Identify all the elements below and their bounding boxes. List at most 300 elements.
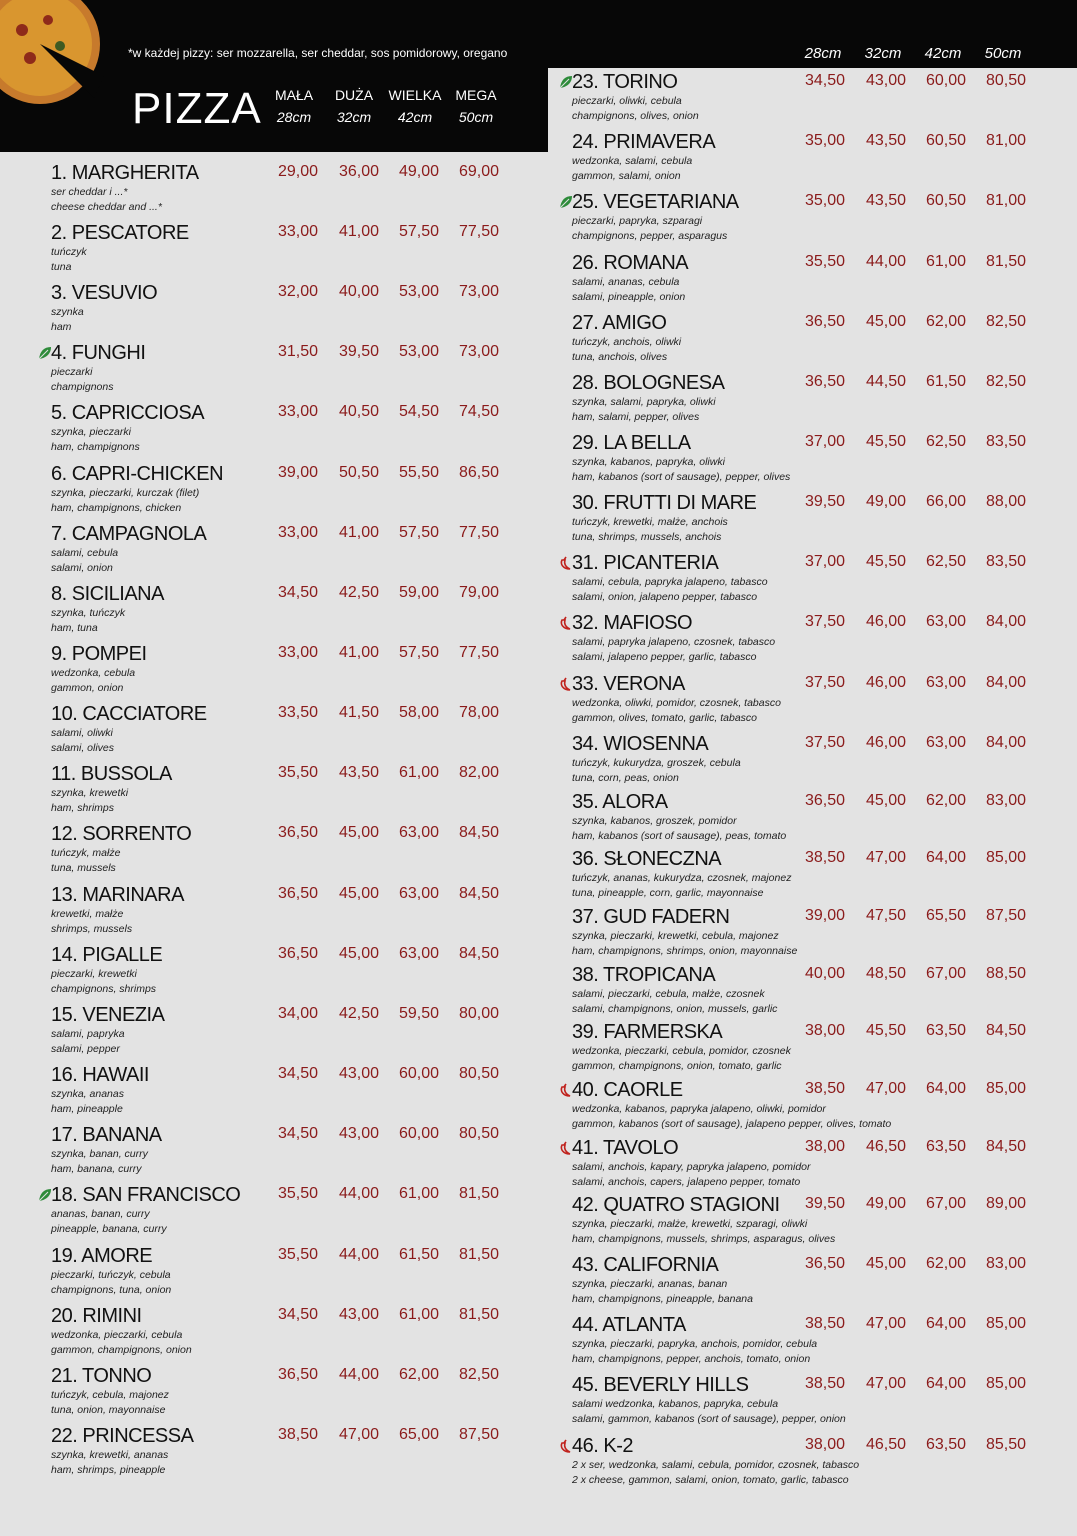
menu-item	[572, 1021, 1077, 1081]
price: 33,00	[277, 524, 319, 541]
price: 37,50	[804, 734, 846, 751]
ingredients	[51, 726, 114, 756]
price: 39,00	[804, 907, 846, 924]
ingredients-pl: wedzonka, kabanos, papryka jalapeno, oliwki, pomidor	[572, 1103, 826, 1115]
ingredients-en: 2 x cheese, gammon, salami, onion, tomato, garlic, tabasco	[572, 1474, 849, 1486]
menu-item	[51, 944, 561, 1004]
price: 64,00	[925, 1315, 967, 1332]
ingredients-pl: wedzonka, salami, cebula	[572, 155, 693, 167]
pizza-name: 36. SŁONECZNA	[572, 848, 722, 870]
price: 29,00	[277, 163, 319, 180]
ingredients-en: ham, champignons, chicken	[51, 502, 182, 514]
price: 43,00	[338, 1125, 380, 1142]
price: 47,50	[865, 907, 907, 924]
price: 84,50	[985, 1022, 1027, 1039]
price: 40,00	[338, 283, 380, 300]
price: 61,00	[398, 1306, 440, 1323]
ingredients-pl: wedzonka, pieczarki, cebula, pomidor, czosnek	[572, 1045, 791, 1057]
ingredients	[51, 185, 162, 215]
price: 81,00	[985, 132, 1027, 149]
ingredients-en: tuna, mussels	[51, 862, 116, 874]
ingredients	[572, 814, 786, 844]
ingredients-pl: krewetki, małże	[51, 908, 124, 920]
menu-item	[572, 131, 1077, 191]
price: 36,50	[804, 313, 846, 330]
pizza-header-panel	[0, 0, 548, 152]
pizza-name: 27. AMIGO	[572, 312, 667, 334]
ingredients	[51, 1207, 167, 1237]
ingredients	[51, 786, 128, 816]
ingredients-en: ham, champignons	[51, 441, 140, 453]
price: 45,50	[865, 433, 907, 450]
price: 57,50	[398, 524, 440, 541]
price: 41,00	[338, 644, 380, 661]
ingredients	[51, 846, 120, 876]
menu-item	[572, 492, 1077, 552]
price: 34,50	[804, 72, 846, 89]
price: 85,00	[985, 1375, 1027, 1392]
price: 47,00	[865, 1315, 907, 1332]
ingredients-pl: szynka, tuńczyk	[51, 607, 126, 619]
price: 84,00	[985, 734, 1027, 751]
ingredients-en: champignons	[51, 381, 114, 393]
ingredients	[51, 1268, 171, 1298]
menu-item	[572, 733, 1077, 793]
price: 81,50	[458, 1306, 500, 1323]
pizza-name: 19. AMORE	[51, 1245, 153, 1267]
pizza-name: 13. MARINARA	[51, 884, 184, 906]
ingredients-en: tuna, anchois, olives	[572, 351, 668, 363]
pizza-name: 14. PIGALLE	[51, 944, 163, 966]
ingredients-en: salami, anchois, capers, jalapeno pepper, tomato	[572, 1176, 801, 1188]
price: 65,00	[398, 1426, 440, 1443]
price: 38,50	[804, 849, 846, 866]
price: 33,00	[277, 644, 319, 661]
price: 88,50	[985, 965, 1027, 982]
price: 47,00	[865, 1080, 907, 1097]
leaf-icon	[559, 75, 573, 89]
ingredients-en: tuna	[51, 261, 72, 273]
right-size-header-50: 50cm	[984, 45, 1022, 62]
ingredients	[572, 214, 727, 244]
pizza-name: 12. SORRENTO	[51, 823, 192, 845]
price: 49,00	[865, 1195, 907, 1212]
menu-item	[51, 402, 561, 462]
menu-item	[572, 1194, 1077, 1254]
price: 31,50	[277, 343, 319, 360]
ingredients-pl: szynka, pieczarki, kurczak (filet)	[51, 487, 200, 499]
pizza-name: 42. QUATRO STAGIONI	[572, 1194, 780, 1216]
ingredients-pl: wedzonka, pieczarki, cebula	[51, 1329, 183, 1341]
ingredients-pl: tuńczyk, krewetki, małże, anchois	[572, 516, 728, 528]
ingredients-en: ham, salami, pepper, olives	[572, 411, 700, 423]
ingredients	[572, 1277, 753, 1307]
price: 47,00	[338, 1426, 380, 1443]
chili-pepper-icon	[559, 677, 573, 691]
pizza-name: 32. MAFIOSO	[572, 612, 693, 634]
price: 63,00	[398, 885, 440, 902]
price: 54,50	[398, 403, 440, 420]
price: 46,00	[865, 734, 907, 751]
price: 63,00	[925, 734, 967, 751]
price: 67,00	[925, 965, 967, 982]
price: 67,00	[925, 1195, 967, 1212]
price: 63,00	[925, 613, 967, 630]
ingredients-pl: szynka	[51, 306, 84, 318]
chili-pepper-icon	[559, 1141, 573, 1155]
ingredients-en: tuna, shrimps, mussels, anchois	[572, 531, 722, 543]
price: 35,50	[277, 764, 319, 781]
ingredients-pl: szynka, pieczarki	[51, 426, 131, 438]
price: 62,50	[925, 553, 967, 570]
price: 89,00	[985, 1195, 1027, 1212]
ingredients-en: cheese cheddar and ...*	[51, 201, 162, 213]
leaf-icon	[559, 195, 573, 209]
ingredients	[572, 154, 692, 184]
ingredients	[51, 967, 156, 997]
price: 36,50	[277, 945, 319, 962]
chili-pepper-icon	[559, 1439, 573, 1453]
price: 41,50	[338, 704, 380, 721]
ingredients-pl: szynka, banan, curry	[51, 1148, 148, 1160]
price: 43,50	[865, 192, 907, 209]
price: 46,50	[865, 1436, 907, 1453]
price: 45,00	[338, 885, 380, 902]
ingredients	[572, 756, 741, 786]
price: 34,50	[277, 1125, 319, 1142]
pizza-name: 8. SICILIANA	[51, 583, 164, 605]
price: 60,50	[925, 132, 967, 149]
menu-item	[572, 432, 1077, 492]
price: 53,00	[398, 283, 440, 300]
ingredients	[51, 365, 113, 395]
pizza-name: 2. PESCATORE	[51, 222, 189, 244]
ingredients-en: gammon, champignons, onion, tomato, garlic	[572, 1060, 782, 1072]
ingredients	[572, 696, 781, 726]
price: 50,50	[338, 464, 380, 481]
price: 42,50	[338, 584, 380, 601]
ingredients	[51, 907, 132, 937]
price: 82,00	[458, 764, 500, 781]
menu-item	[51, 1365, 561, 1425]
ingredients-en: champignons, pepper, asparagus	[572, 230, 728, 242]
size-name: DUŻA	[334, 87, 374, 103]
price: 80,50	[985, 72, 1027, 89]
ingredients-en: salami, jalapeno pepper, garlic, tabasco	[572, 651, 757, 663]
menu-item	[572, 612, 1077, 672]
ingredients-pl: salami, cebula	[51, 547, 119, 559]
price: 38,50	[804, 1375, 846, 1392]
menu-item	[51, 1124, 561, 1184]
pizza-name: 16. HAWAII	[51, 1064, 149, 1086]
price: 86,50	[458, 464, 500, 481]
ingredients-pl: salami, anchois, kapary, papryka jalapeno, pomidor	[572, 1161, 811, 1173]
price: 66,00	[925, 493, 967, 510]
price: 55,50	[398, 464, 440, 481]
price: 77,50	[458, 524, 500, 541]
price: 80,50	[458, 1125, 500, 1142]
ingredients-en: ham, shrimps, pineapple	[51, 1464, 166, 1476]
ingredients	[572, 575, 768, 605]
price: 60,00	[398, 1065, 440, 1082]
ingredients-pl: szynka, pieczarki, małże, krewetki, szparagi, oliwki	[572, 1218, 808, 1230]
ingredients-en: ham, kabanos (sort of sausage), pepper, olives	[572, 471, 791, 483]
ingredients-pl: pieczarki, oliwki, cebula	[572, 95, 682, 107]
price: 73,00	[458, 343, 500, 360]
price: 82,50	[985, 313, 1027, 330]
pizza-name: 28. BOLOGNESA	[572, 372, 725, 394]
price: 45,00	[865, 1255, 907, 1272]
pizza-slice-icon	[0, 0, 104, 108]
ingredients	[51, 486, 199, 516]
ingredients-pl: salami, oliwki	[51, 727, 113, 739]
pizza-name: 21. TONNO	[51, 1365, 152, 1387]
price: 63,50	[925, 1022, 967, 1039]
pizza-name: 18. SAN FRANCISCO	[51, 1184, 241, 1206]
ingredients-en: ham, kabanos (sort of sausage), peas, tomato	[572, 830, 787, 842]
ingredients-pl: tuńczyk, kukurydza, groszek, cebula	[572, 757, 741, 769]
chili-pepper-icon	[559, 556, 573, 570]
price: 49,00	[865, 493, 907, 510]
price: 40,00	[804, 965, 846, 982]
price: 63,00	[398, 945, 440, 962]
ingredients-en: champignons, tuna, onion	[51, 1284, 172, 1296]
menu-item	[51, 1004, 561, 1064]
menu-item	[51, 763, 561, 823]
price: 33,00	[277, 223, 319, 240]
ingredients	[572, 987, 777, 1017]
price: 34,00	[277, 1005, 319, 1022]
price: 81,50	[985, 253, 1027, 270]
ingredients-pl: salami, pieczarki, cebula, małże, czosnek	[572, 988, 765, 1000]
menu-item	[51, 583, 561, 643]
ingredients	[572, 1102, 891, 1132]
ingredients	[572, 515, 728, 545]
ingredients	[51, 1087, 124, 1117]
ingredients-en: ham, champignons, mussels, shrimps, asparagus, olives	[572, 1233, 836, 1245]
menu-item	[572, 372, 1077, 432]
right-size-header-28: 28cm	[804, 45, 842, 62]
price: 33,00	[277, 403, 319, 420]
price: 36,50	[277, 885, 319, 902]
ingredients-en: ham, shrimps	[51, 802, 115, 814]
price: 39,00	[277, 464, 319, 481]
ingredients-pl: salami, papryka	[51, 1028, 125, 1040]
chili-pepper-icon	[559, 616, 573, 630]
price: 44,00	[865, 253, 907, 270]
menu-item	[572, 552, 1077, 612]
price: 87,50	[985, 907, 1027, 924]
price: 57,50	[398, 644, 440, 661]
price: 43,50	[338, 764, 380, 781]
price: 37,00	[804, 553, 846, 570]
ingredients	[572, 871, 791, 901]
ingredients	[51, 546, 118, 576]
menu-item	[572, 906, 1077, 966]
price: 35,50	[277, 1185, 319, 1202]
pizza-name: 33. VERONA	[572, 673, 685, 695]
ingredients-en: tuna, pineapple, corn, garlic, mayonnaise	[572, 887, 764, 899]
ingredients-pl: salami, cebula, papryka jalapeno, tabasco	[572, 576, 768, 588]
price: 42,50	[338, 1005, 380, 1022]
price: 79,00	[458, 584, 500, 601]
ingredients-en: ham, pineapple	[51, 1103, 123, 1115]
menu-item	[51, 463, 561, 523]
price: 59,00	[398, 584, 440, 601]
ingredients	[572, 635, 775, 665]
price: 84,50	[985, 1138, 1027, 1155]
menu-item	[572, 673, 1077, 733]
price: 47,00	[865, 1375, 907, 1392]
price: 47,00	[865, 849, 907, 866]
pizza-name: 5. CAPRICCIOSA	[51, 402, 205, 424]
menu-item	[572, 1374, 1077, 1434]
ingredients	[572, 275, 685, 305]
ingredients	[572, 94, 699, 124]
ingredients-pl: szynka, krewetki, ananas	[51, 1449, 169, 1461]
size-header-large	[380, 84, 450, 128]
pizza-name: 39. FARMERSKA	[572, 1021, 723, 1043]
price: 77,50	[458, 223, 500, 240]
pizza-name: 24. PRIMAVERA	[572, 131, 716, 153]
menu-item	[572, 964, 1077, 1024]
ingredients-en: ham, champignons, pepper, anchois, tomato, onion	[572, 1353, 811, 1365]
ingredients	[51, 1388, 169, 1418]
ingredients-pl: szynka, pieczarki, papryka, anchois, pomidor, cebula	[572, 1338, 818, 1350]
price: 38,00	[804, 1138, 846, 1155]
ingredients-pl: tuńczyk, małże	[51, 847, 121, 859]
price: 43,50	[865, 132, 907, 149]
price: 39,50	[338, 343, 380, 360]
size-name: MEGA	[455, 87, 497, 103]
pizza-name: 29. LA BELLA	[572, 432, 691, 454]
price: 81,50	[458, 1185, 500, 1202]
menu-item	[51, 162, 561, 222]
price: 61,00	[398, 764, 440, 781]
price: 45,50	[865, 553, 907, 570]
price: 63,00	[398, 824, 440, 841]
price: 33,50	[277, 704, 319, 721]
price: 38,50	[804, 1080, 846, 1097]
price: 41,00	[338, 223, 380, 240]
price: 69,00	[458, 163, 500, 180]
ingredients-en: gammon, salami, onion	[572, 170, 681, 182]
price: 84,50	[458, 945, 500, 962]
price: 45,00	[338, 824, 380, 841]
price: 39,50	[804, 1195, 846, 1212]
ingredients-en: pineapple, banana, curry	[51, 1223, 167, 1235]
pizza-name: 20. RIMINI	[51, 1305, 142, 1327]
pizza-name: 6. CAPRI-CHICKEN	[51, 463, 224, 485]
price: 35,00	[804, 192, 846, 209]
ingredients-en: salami, onion	[51, 562, 113, 574]
price: 60,00	[398, 1125, 440, 1142]
pizza-name: 45. BEVERLY HILLS	[572, 1374, 749, 1396]
ingredients-pl: tuńczyk	[51, 246, 87, 258]
menu-item	[572, 1079, 1077, 1139]
menu-item	[51, 1064, 561, 1124]
price: 85,50	[985, 1436, 1027, 1453]
price: 46,00	[865, 613, 907, 630]
price: 44,00	[338, 1246, 380, 1263]
price: 78,00	[458, 704, 500, 721]
price: 41,00	[338, 524, 380, 541]
size-header-medium	[319, 84, 389, 128]
ingredients-pl: wedzonka, oliwki, pomidor, czosnek, tabasco	[572, 697, 781, 709]
ingredients-pl: szynka, kabanos, papryka, oliwki	[572, 456, 725, 468]
price: 38,50	[804, 1315, 846, 1332]
price: 85,00	[985, 1080, 1027, 1097]
ingredients-pl: ananas, banan, curry	[51, 1208, 150, 1220]
price: 84,50	[458, 824, 500, 841]
ingredients-pl: 2 x ser, wedzonka, salami, cebula, pomidor, czosnek, tabasco	[572, 1459, 860, 1471]
price: 64,00	[925, 1080, 967, 1097]
menu-item	[51, 884, 561, 944]
price: 45,00	[865, 792, 907, 809]
price: 62,00	[925, 792, 967, 809]
price: 36,00	[338, 163, 380, 180]
ingredients	[572, 1217, 835, 1247]
pizza-name: 35. ALORA	[572, 791, 668, 813]
price: 83,00	[985, 792, 1027, 809]
price: 53,00	[398, 343, 440, 360]
ingredients-en: gammon, onion	[51, 682, 124, 694]
price: 38,00	[804, 1022, 846, 1039]
ingredients-pl: szynka, ananas	[51, 1088, 124, 1100]
price: 83,00	[985, 1255, 1027, 1272]
pizza-name: 23. TORINO	[572, 71, 678, 93]
price: 45,00	[865, 313, 907, 330]
price: 84,00	[985, 674, 1027, 691]
ingredients-en: salami, gammon, kabanos (sort of sausage), pepper, onion	[572, 1413, 846, 1425]
ingredients	[572, 1044, 791, 1074]
price: 74,50	[458, 403, 500, 420]
price: 35,50	[804, 253, 846, 270]
price: 82,50	[985, 373, 1027, 390]
menu-item	[51, 703, 561, 763]
price: 44,00	[338, 1185, 380, 1202]
menu-item	[572, 1137, 1077, 1197]
ingredients-pl: wedzonka, cebula	[51, 667, 136, 679]
menu-item	[51, 1425, 561, 1485]
price: 45,50	[865, 1022, 907, 1039]
ingredients	[51, 666, 135, 696]
ingredients-en: salami, pineapple, onion	[572, 291, 686, 303]
menu-item	[572, 848, 1077, 908]
price: 85,00	[985, 849, 1027, 866]
price: 88,00	[985, 493, 1027, 510]
price: 63,50	[925, 1138, 967, 1155]
menu-item	[51, 523, 561, 583]
price: 60,50	[925, 192, 967, 209]
price: 44,50	[865, 373, 907, 390]
ingredients-pl: salami, papryka jalapeno, czosnek, tabasco	[572, 636, 776, 648]
pizza-name: 11. BUSSOLA	[51, 763, 172, 785]
pizza-name: 41. TAVOLO	[572, 1137, 679, 1159]
pizza-name: 31. PICANTERIA	[572, 552, 719, 574]
menu-item	[51, 282, 561, 342]
price: 81,00	[985, 192, 1027, 209]
menu-item	[572, 1254, 1077, 1314]
price: 60,00	[925, 72, 967, 89]
price: 61,50	[925, 373, 967, 390]
ingredients	[572, 1458, 859, 1488]
price: 34,50	[277, 1065, 319, 1082]
ingredients-en: salami, olives	[51, 742, 115, 754]
menu-item	[51, 1184, 561, 1244]
size-header-mega	[441, 84, 511, 128]
ingredients-pl: szynka, krewetki	[51, 787, 129, 799]
